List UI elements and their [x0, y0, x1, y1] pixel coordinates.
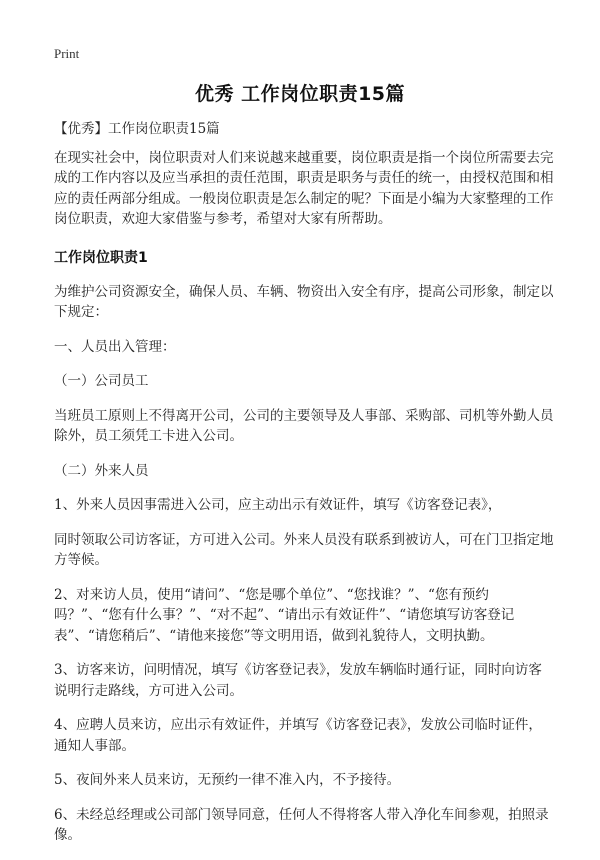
section-heading: 工作岗位职责1	[54, 249, 148, 266]
paragraph: 一、人员出入管理：	[54, 338, 176, 355]
print-label[interactable]: Print	[54, 46, 80, 61]
paragraph: 为维护公司资源安全，确保人员、车辆、物资出入安全有序，提高公司形象，制定以下规定：	[54, 283, 554, 320]
subtitle: 【优秀】工作岗位职责15篇	[54, 121, 220, 137]
document-body	[54, 119, 554, 860]
paragraph: 当班员工原则上不得离开公司，公司的主要领导及人事部、采购部、司机等外勤人员除外，员工须凭工卡进入公司。	[54, 407, 554, 444]
paragraph: 同时领取公司访客证，方可进入公司。外来人员没有联系到被访人，可在门卫指定地方等候。	[54, 531, 554, 568]
paragraph: 1、外来人员因事需进入公司，应主动出示有效证件，填写《访客登记表》，	[54, 497, 502, 513]
paragraph: （一）公司员工	[54, 373, 149, 389]
paragraph: （二）外来人员	[54, 462, 149, 479]
paragraph: 5、夜间外来人员来访，无预约一律不准入内，不予接待。	[54, 772, 401, 788]
paragraph: 4、应聘人员来访，应出示有效证件，并填写《访客登记表》，发放公司临时证件，通知人事部。	[54, 717, 542, 754]
intro-paragraph: 在现实社会中，岗位职责对人们来说越来越重要，岗位职责是指一个岗位所需要去完成的工作内容以及应当承担的责任范围，职责是职务与责任的统一，由授权范围和相应的责任两部分组成。一般岗位职责是怎么制定的呢？下面是小编为大家整理的工作岗位职责，欢迎大家借鉴与参考，希望对大家有所帮助。	[54, 149, 554, 227]
paragraph: 3、访客来访，问明情况，填写《访客登记表》，发放车辆临时通行证，同时向访客说明行走路线，方可进入公司。	[54, 662, 542, 699]
paragraph: 2、对来访人员，使用“请问”、“您是哪个单位”、“您找谁？”、“您有预约吗？”、“您有什么事？”、“对不起”、“请出示有效证件”、“请您填写访客登记表”、“请您稍后”、“请他来接您”等文明用语，做到礼貌待人，文明执勤。	[54, 586, 515, 644]
paragraph: 6、未经总经理或公司部门领导同意，任何人不得将客人带入净化车间参观，拍照录像。	[54, 806, 549, 843]
page-title: 优秀 工作岗位职责15篇	[194, 83, 406, 105]
